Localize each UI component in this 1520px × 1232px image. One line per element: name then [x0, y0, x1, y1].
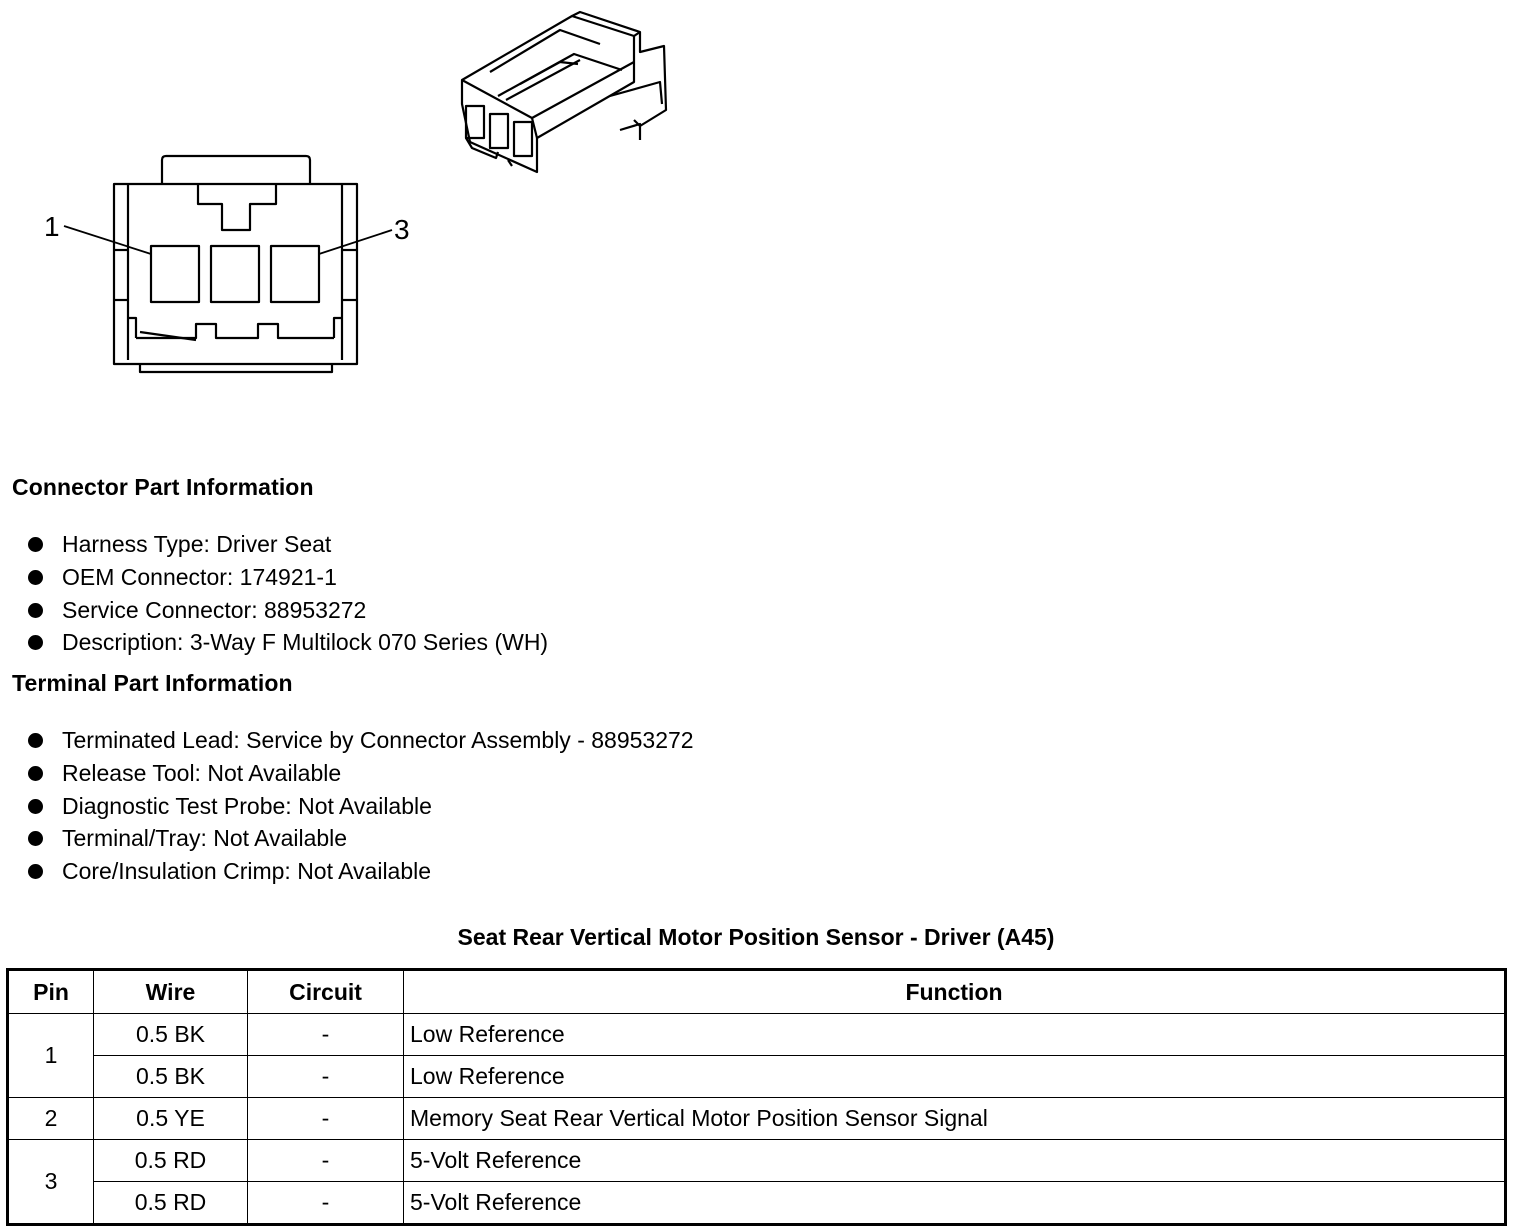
header-circuit: Circuit [248, 970, 404, 1014]
list-item-text: Description: 3-Way F Multilock 070 Series (WH) [62, 629, 549, 656]
pin-table [6, 968, 1507, 1226]
pin-table-title: Seat Rear Vertical Motor Position Sensor - Driver (A45) [457, 924, 1055, 950]
header-pin: Pin [8, 970, 94, 1014]
pin-label-3: 3 [394, 214, 410, 245]
cell-function: 5-Volt Reference [404, 1140, 1506, 1182]
bullet-icon [28, 570, 43, 585]
table-row [8, 1098, 1506, 1140]
bullet-icon [28, 537, 43, 552]
cell-wire: 0.5 YE [94, 1098, 248, 1140]
list-item-text: Release Tool: Not Available [62, 759, 342, 786]
cell-pin: 2 [8, 1098, 94, 1140]
bullet-icon [28, 831, 43, 846]
list-item [28, 790, 694, 823]
list-item-text: Terminated Lead: Service by Connector Assembly - 88953272 [62, 727, 694, 753]
connector-part-heading: Connector Part Information [12, 474, 314, 500]
table-header-row [8, 970, 1506, 1014]
table-row [8, 1056, 1506, 1098]
list-item [28, 822, 694, 855]
cell-circuit: - [248, 1056, 404, 1098]
bullet-icon [28, 864, 43, 879]
cell-wire: 0.5 RD [94, 1140, 248, 1182]
table-row [8, 1140, 1506, 1182]
cell-function: 5-Volt Reference [404, 1182, 1506, 1225]
pin-label-1: 1 [44, 211, 60, 242]
cell-wire: 0.5 BK [94, 1014, 248, 1056]
list-item-text: Diagnostic Test Probe: Not Available [62, 792, 432, 819]
list-item-text: Harness Type: Driver Seat [62, 531, 332, 557]
bullet-icon [28, 603, 43, 618]
list-item-text: Service Connector: 88953272 [62, 596, 367, 623]
cell-pin: 3 [8, 1140, 94, 1225]
connector-part-list [28, 528, 548, 659]
cell-wire: 0.5 BK [94, 1056, 248, 1098]
list-item [28, 724, 694, 757]
connector-diagram [0, 0, 700, 420]
list-item-text: Terminal/Tray: Not Available [62, 825, 348, 852]
table-row [8, 1182, 1506, 1225]
cell-function: Low Reference [404, 1014, 1506, 1056]
connector-face-view [64, 156, 392, 372]
bullet-icon [28, 799, 43, 814]
cell-circuit: - [248, 1098, 404, 1140]
list-item [28, 561, 548, 594]
list-item [28, 528, 548, 561]
list-item [28, 855, 694, 888]
header-wire: Wire [94, 970, 248, 1014]
bullet-icon [28, 733, 43, 748]
bullet-icon [28, 766, 43, 781]
cell-function: Memory Seat Rear Vertical Motor Position Sensor Signal [404, 1098, 1506, 1140]
table-row [8, 1014, 1506, 1056]
terminal-part-list [28, 724, 694, 888]
cell-function: Low Reference [404, 1056, 1506, 1098]
cell-circuit: - [248, 1140, 404, 1182]
list-item-text: OEM Connector: 174921-1 [62, 563, 337, 590]
cell-wire: 0.5 RD [94, 1182, 248, 1225]
connector-isometric-view [462, 12, 666, 172]
terminal-part-heading: Terminal Part Information [12, 670, 293, 696]
list-item [28, 626, 548, 659]
list-item-text: Core/Insulation Crimp: Not Available [62, 858, 432, 885]
cell-circuit: - [248, 1182, 404, 1225]
list-item [28, 594, 548, 627]
bullet-icon [28, 635, 43, 650]
cell-pin: 1 [8, 1014, 94, 1098]
header-function: Function [404, 970, 1506, 1014]
list-item [28, 757, 694, 790]
cell-circuit: - [248, 1014, 404, 1056]
